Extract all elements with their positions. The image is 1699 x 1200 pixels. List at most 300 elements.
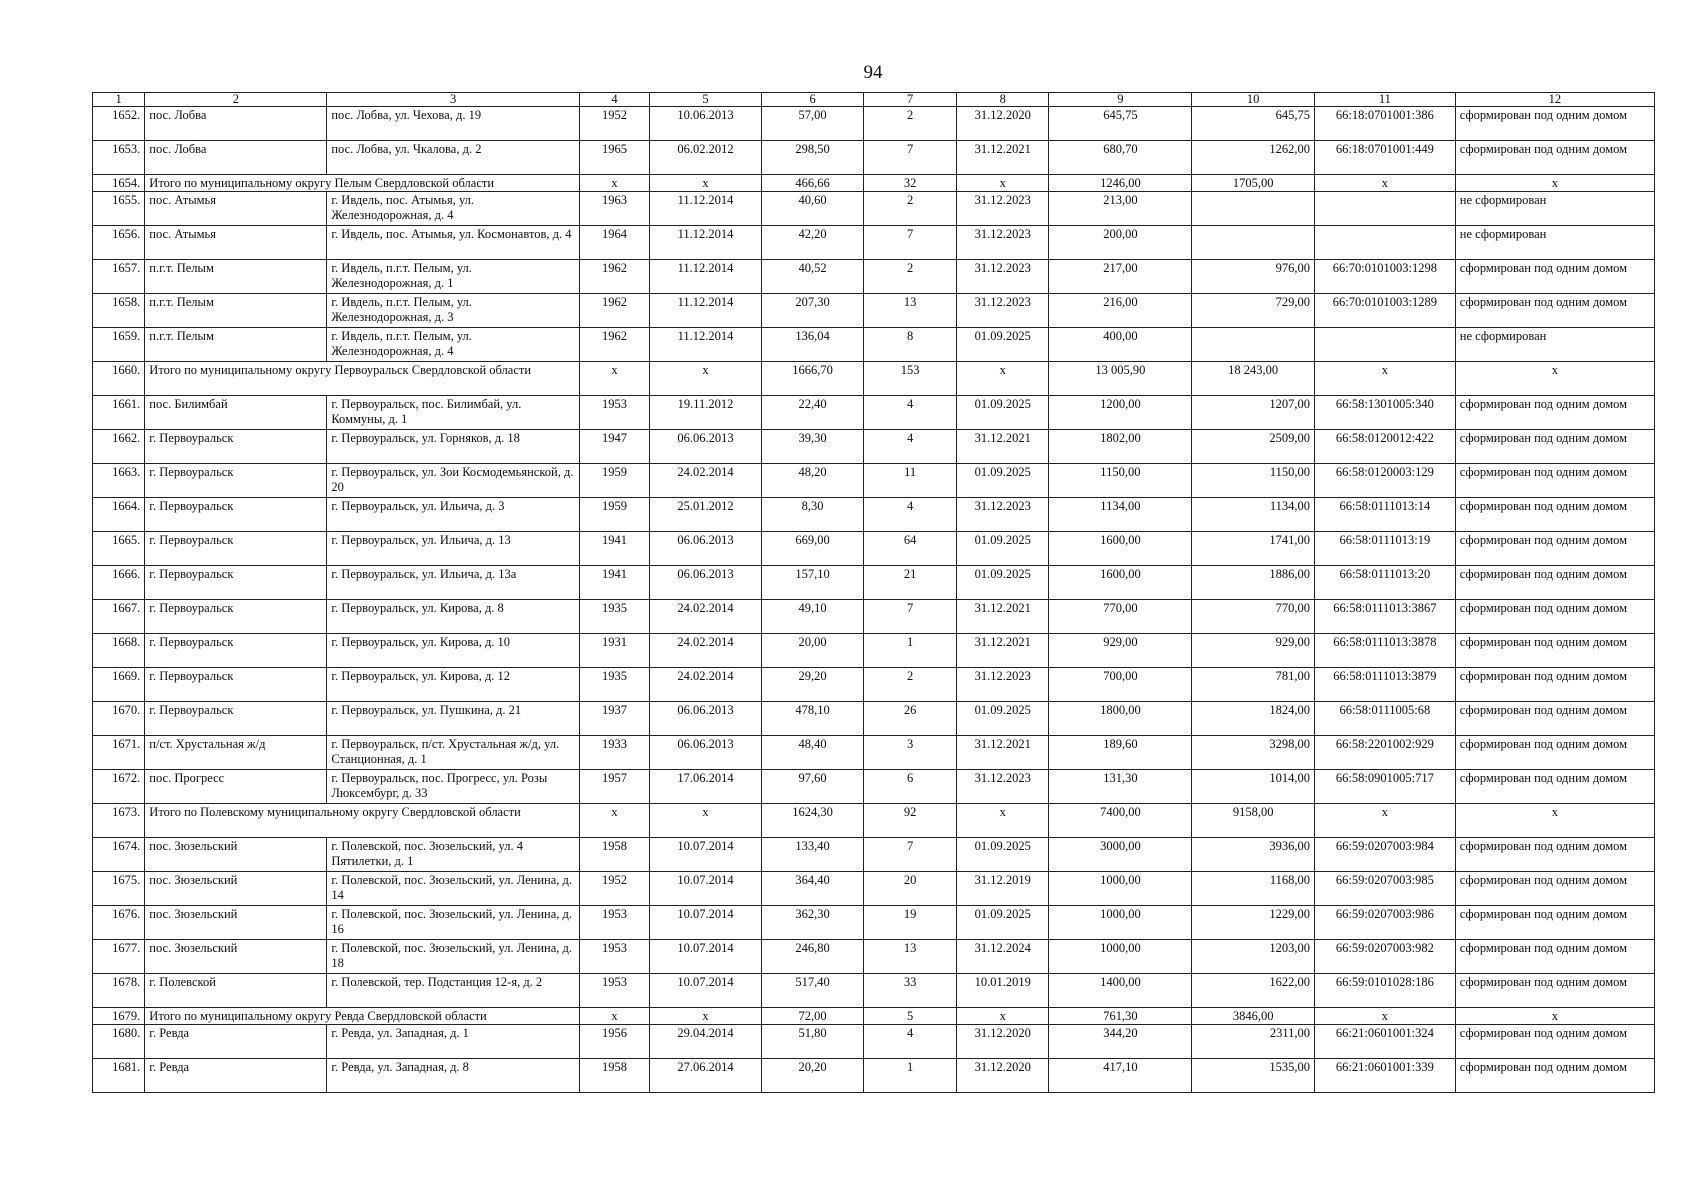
row-number: 1652.	[93, 107, 145, 141]
date-cell: 17.06.2014	[650, 770, 762, 804]
count-cell: 1	[864, 1059, 957, 1093]
date-cell: 11.12.2014	[650, 328, 762, 362]
table-row	[93, 328, 1655, 362]
value-9-cell: 1000,00	[1049, 940, 1192, 974]
table-row	[93, 940, 1655, 974]
cadastral-cell: 66:59:0207003:982	[1314, 940, 1455, 974]
value-10-cell: 1886,00	[1192, 566, 1315, 600]
year-cell: 1958	[579, 838, 649, 872]
area-cell: 40,52	[761, 260, 864, 294]
status-cell: сформирован под одним домом	[1455, 736, 1654, 770]
status-cell: x	[1455, 1008, 1654, 1025]
value-10-cell	[1192, 226, 1315, 260]
value-10-cell	[1192, 192, 1315, 226]
date-cell: 10.06.2013	[650, 107, 762, 141]
column-number-row	[93, 93, 1655, 107]
date-cell: 29.04.2014	[650, 1025, 762, 1059]
date-cell: 06.02.2012	[650, 141, 762, 175]
address-cell: г. Первоуральск, ул. Кирова, д. 12	[327, 668, 579, 702]
year-cell: x	[579, 1008, 649, 1025]
total-label: Итого по муниципальному округу Пелым Свердловской области	[145, 175, 580, 192]
cadastral-cell: 66:58:0120012:422	[1314, 430, 1455, 464]
settlement-cell: пос. Зюзельский	[145, 906, 327, 940]
address-cell: г. Полевской, пос. Зюзельский, ул. Ленина, д. 18	[327, 940, 579, 974]
status-cell: сформирован под одним домом	[1455, 838, 1654, 872]
count-cell: 6	[864, 770, 957, 804]
row-number: 1677.	[93, 940, 145, 974]
status-cell: сформирован под одним домом	[1455, 600, 1654, 634]
year-cell: 1953	[579, 906, 649, 940]
settlement-cell: п/ст. Хрустальная ж/д	[145, 736, 327, 770]
table-row	[93, 192, 1655, 226]
cadastral-cell	[1314, 226, 1455, 260]
column-number: 6	[761, 93, 864, 107]
area-cell: 49,10	[761, 600, 864, 634]
row-number: 1655.	[93, 192, 145, 226]
deadline-cell: x	[956, 175, 1049, 192]
status-cell: сформирован под одним домом	[1455, 464, 1654, 498]
year-cell: 1962	[579, 328, 649, 362]
value-9-cell: 645,75	[1049, 107, 1192, 141]
year-cell: 1956	[579, 1025, 649, 1059]
year-cell: 1965	[579, 141, 649, 175]
year-cell: 1964	[579, 226, 649, 260]
address-cell: пос. Лобва, ул. Чкалова, д. 2	[327, 141, 579, 175]
settlement-cell: г. Ревда	[145, 1059, 327, 1093]
status-cell: сформирован под одним домом	[1455, 260, 1654, 294]
status-cell: сформирован под одним домом	[1455, 974, 1654, 1008]
area-cell: 362,30	[761, 906, 864, 940]
table-row	[93, 838, 1655, 872]
area-cell: 364,40	[761, 872, 864, 906]
date-cell: x	[650, 362, 762, 396]
year-cell: 1962	[579, 294, 649, 328]
address-cell: г. Первоуральск, ул. Зои Космодемьянской, д. 20	[327, 464, 579, 498]
area-cell: 42,20	[761, 226, 864, 260]
cadastral-cell: 66:58:0111013:3867	[1314, 600, 1455, 634]
date-cell: 06.06.2013	[650, 702, 762, 736]
cadastral-cell: 66:58:1301005:340	[1314, 396, 1455, 430]
total-row	[93, 804, 1655, 838]
count-cell: 153	[864, 362, 957, 396]
value-9-cell: 7400,00	[1049, 804, 1192, 838]
area-cell: 72,00	[761, 1008, 864, 1025]
status-cell: сформирован под одним домом	[1455, 1025, 1654, 1059]
year-cell: 1931	[579, 634, 649, 668]
count-cell: 2	[864, 192, 957, 226]
cadastral-cell: 66:59:0207003:984	[1314, 838, 1455, 872]
value-10-cell: 929,00	[1192, 634, 1315, 668]
status-cell: сформирован под одним домом	[1455, 668, 1654, 702]
year-cell: 1963	[579, 192, 649, 226]
column-number: 11	[1314, 93, 1455, 107]
status-cell: не сформирован	[1455, 192, 1654, 226]
year-cell: 1953	[579, 940, 649, 974]
column-number: 3	[327, 93, 579, 107]
row-number: 1679.	[93, 1008, 145, 1025]
value-9-cell: 1134,00	[1049, 498, 1192, 532]
deadline-cell: 31.12.2020	[956, 1059, 1049, 1093]
deadline-cell: 01.09.2025	[956, 532, 1049, 566]
area-cell: 517,40	[761, 974, 864, 1008]
settlement-cell: пос. Лобва	[145, 141, 327, 175]
count-cell: 19	[864, 906, 957, 940]
count-cell: 5	[864, 1008, 957, 1025]
status-cell: сформирован под одним домом	[1455, 532, 1654, 566]
value-9-cell: 216,00	[1049, 294, 1192, 328]
year-cell: 1941	[579, 566, 649, 600]
settlement-cell: пос. Зюзельский	[145, 872, 327, 906]
settlement-cell: г. Первоуральск	[145, 566, 327, 600]
table-row	[93, 1059, 1655, 1093]
date-cell: 19.11.2012	[650, 396, 762, 430]
status-cell: сформирован под одним домом	[1455, 498, 1654, 532]
table-row	[93, 294, 1655, 328]
status-cell: сформирован под одним домом	[1455, 294, 1654, 328]
column-number: 12	[1455, 93, 1654, 107]
date-cell: 10.07.2014	[650, 974, 762, 1008]
deadline-cell: 31.12.2020	[956, 1025, 1049, 1059]
area-cell: 157,10	[761, 566, 864, 600]
settlement-cell: г. Первоуральск	[145, 464, 327, 498]
status-cell: не сформирован	[1455, 226, 1654, 260]
count-cell: 2	[864, 668, 957, 702]
date-cell: 25.01.2012	[650, 498, 762, 532]
value-9-cell: 1800,00	[1049, 702, 1192, 736]
table-row	[93, 498, 1655, 532]
settlement-cell: г. Первоуральск	[145, 668, 327, 702]
count-cell: 8	[864, 328, 957, 362]
date-cell: 24.02.2014	[650, 634, 762, 668]
cadastral-cell: 66:59:0101028:186	[1314, 974, 1455, 1008]
settlement-cell: п.г.т. Пелым	[145, 328, 327, 362]
cadastral-cell	[1314, 192, 1455, 226]
value-10-cell: 1150,00	[1192, 464, 1315, 498]
housing-register-table	[92, 92, 1655, 1093]
row-number: 1673.	[93, 804, 145, 838]
value-10-cell: 3846,00	[1192, 1008, 1315, 1025]
table-row	[93, 226, 1655, 260]
date-cell: 11.12.2014	[650, 260, 762, 294]
year-cell: 1962	[579, 260, 649, 294]
area-cell: 29,20	[761, 668, 864, 702]
date-cell: 27.06.2014	[650, 1059, 762, 1093]
settlement-cell: п.г.т. Пелым	[145, 294, 327, 328]
deadline-cell: 01.09.2025	[956, 396, 1049, 430]
cadastral-cell: 66:58:2201002:929	[1314, 736, 1455, 770]
settlement-cell: г. Первоуральск	[145, 600, 327, 634]
row-number: 1675.	[93, 872, 145, 906]
cadastral-cell: 66:70:0101003:1289	[1314, 294, 1455, 328]
count-cell: 2	[864, 260, 957, 294]
table-row	[93, 566, 1655, 600]
year-cell: 1957	[579, 770, 649, 804]
address-cell: г. Ивдель, п.г.т. Пелым, ул. Железнодорожная, д. 3	[327, 294, 579, 328]
cadastral-cell: x	[1314, 362, 1455, 396]
deadline-cell: 01.09.2025	[956, 464, 1049, 498]
value-9-cell: 1200,00	[1049, 396, 1192, 430]
value-10-cell: 1168,00	[1192, 872, 1315, 906]
table-row	[93, 872, 1655, 906]
row-number: 1665.	[93, 532, 145, 566]
settlement-cell: пос. Атымья	[145, 192, 327, 226]
date-cell: 06.06.2013	[650, 566, 762, 600]
status-cell: сформирован под одним домом	[1455, 396, 1654, 430]
row-number: 1657.	[93, 260, 145, 294]
deadline-cell: 31.12.2021	[956, 430, 1049, 464]
address-cell: г. Первоуральск, п/ст. Хрустальная ж/д, ул. Станционная, д. 1	[327, 736, 579, 770]
deadline-cell: x	[956, 804, 1049, 838]
value-9-cell: 761,30	[1049, 1008, 1192, 1025]
year-cell: 1959	[579, 464, 649, 498]
area-cell: 22,40	[761, 396, 864, 430]
deadline-cell: 01.09.2025	[956, 566, 1049, 600]
cadastral-cell: 66:58:0111013:20	[1314, 566, 1455, 600]
deadline-cell: 01.09.2025	[956, 906, 1049, 940]
table-row	[93, 396, 1655, 430]
count-cell: 13	[864, 940, 957, 974]
row-number: 1668.	[93, 634, 145, 668]
column-number: 9	[1049, 93, 1192, 107]
date-cell: 11.12.2014	[650, 226, 762, 260]
deadline-cell: 10.01.2019	[956, 974, 1049, 1008]
value-9-cell: 770,00	[1049, 600, 1192, 634]
value-10-cell: 2311,00	[1192, 1025, 1315, 1059]
count-cell: 20	[864, 872, 957, 906]
total-label: Итого по Полевскому муниципальному округу Свердловской области	[145, 804, 580, 838]
year-cell: 1947	[579, 430, 649, 464]
value-9-cell: 929,00	[1049, 634, 1192, 668]
value-10-cell: 1824,00	[1192, 702, 1315, 736]
value-9-cell: 1802,00	[1049, 430, 1192, 464]
area-cell: 8,30	[761, 498, 864, 532]
row-number: 1659.	[93, 328, 145, 362]
count-cell: 7	[864, 838, 957, 872]
address-cell: г. Ивдель, пос. Атымья, ул. Космонавтов, д. 4	[327, 226, 579, 260]
column-number: 1	[93, 93, 145, 107]
address-cell: г. Первоуральск, пос. Прогресс, ул. Розы Люксембург, д. 33	[327, 770, 579, 804]
year-cell: 1935	[579, 600, 649, 634]
address-cell: г. Полевской, тер. Подстанция 12-я, д. 2	[327, 974, 579, 1008]
row-number: 1681.	[93, 1059, 145, 1093]
status-cell: сформирован под одним домом	[1455, 141, 1654, 175]
row-number: 1678.	[93, 974, 145, 1008]
status-cell: x	[1455, 804, 1654, 838]
deadline-cell: 01.09.2025	[956, 702, 1049, 736]
status-cell: сформирован под одним домом	[1455, 940, 1654, 974]
address-cell: пос. Лобва, ул. Чехова, д. 19	[327, 107, 579, 141]
row-number: 1676.	[93, 906, 145, 940]
column-number: 4	[579, 93, 649, 107]
cadastral-cell: 66:21:0601001:324	[1314, 1025, 1455, 1059]
row-number: 1664.	[93, 498, 145, 532]
settlement-cell: г. Полевской	[145, 974, 327, 1008]
settlement-cell: пос. Зюзельский	[145, 940, 327, 974]
year-cell: x	[579, 175, 649, 192]
settlement-cell: пос. Прогресс	[145, 770, 327, 804]
area-cell: 207,30	[761, 294, 864, 328]
cadastral-cell: x	[1314, 804, 1455, 838]
area-cell: 478,10	[761, 702, 864, 736]
settlement-cell: пос. Атымья	[145, 226, 327, 260]
value-10-cell: 1229,00	[1192, 906, 1315, 940]
count-cell: 21	[864, 566, 957, 600]
year-cell: 1953	[579, 974, 649, 1008]
value-10-cell: 1705,00	[1192, 175, 1315, 192]
value-10-cell: 781,00	[1192, 668, 1315, 702]
table-row	[93, 702, 1655, 736]
area-cell: 48,40	[761, 736, 864, 770]
cadastral-cell: 66:59:0207003:985	[1314, 872, 1455, 906]
address-cell: г. Полевской, пос. Зюзельский, ул. Ленина, д. 16	[327, 906, 579, 940]
value-10-cell: 1207,00	[1192, 396, 1315, 430]
status-cell: сформирован под одним домом	[1455, 906, 1654, 940]
value-9-cell: 213,00	[1049, 192, 1192, 226]
deadline-cell: 31.12.2023	[956, 192, 1049, 226]
date-cell: x	[650, 1008, 762, 1025]
cadastral-cell: 66:58:0901005:717	[1314, 770, 1455, 804]
address-cell: г. Ивдель, п.г.т. Пелым, ул. Железнодорожная, д. 1	[327, 260, 579, 294]
count-cell: 33	[864, 974, 957, 1008]
address-cell: г. Первоуральск, ул. Кирова, д. 8	[327, 600, 579, 634]
status-cell: сформирован под одним домом	[1455, 430, 1654, 464]
cadastral-cell: 66:58:0111005:68	[1314, 702, 1455, 736]
address-cell: г. Ивдель, пос. Атымья, ул. Железнодорожная, д. 4	[327, 192, 579, 226]
area-cell: 48,20	[761, 464, 864, 498]
column-number: 10	[1192, 93, 1315, 107]
date-cell: 24.02.2014	[650, 464, 762, 498]
table-row	[93, 600, 1655, 634]
row-number: 1672.	[93, 770, 145, 804]
row-number: 1680.	[93, 1025, 145, 1059]
row-number: 1660.	[93, 362, 145, 396]
value-10-cell: 1203,00	[1192, 940, 1315, 974]
row-number: 1670.	[93, 702, 145, 736]
area-cell: 40,60	[761, 192, 864, 226]
date-cell: 24.02.2014	[650, 600, 762, 634]
table-row	[93, 668, 1655, 702]
address-cell: г. Первоуральск, ул. Ильича, д. 13а	[327, 566, 579, 600]
row-number: 1662.	[93, 430, 145, 464]
row-number: 1674.	[93, 838, 145, 872]
deadline-cell: 31.12.2021	[956, 141, 1049, 175]
cadastral-cell: 66:58:0111013:3879	[1314, 668, 1455, 702]
value-9-cell: 417,10	[1049, 1059, 1192, 1093]
total-label: Итого по муниципальному округу Ревда Свердловской области	[145, 1008, 580, 1025]
value-9-cell: 1600,00	[1049, 566, 1192, 600]
total-row	[93, 1008, 1655, 1025]
total-label: Итого по муниципальному округу Первоуральск Свердловской области	[145, 362, 580, 396]
deadline-cell: 31.12.2023	[956, 770, 1049, 804]
count-cell: 64	[864, 532, 957, 566]
year-cell: 1952	[579, 107, 649, 141]
date-cell: 10.07.2014	[650, 940, 762, 974]
address-cell: г. Первоуральск, ул. Ильича, д. 3	[327, 498, 579, 532]
table-row	[93, 736, 1655, 770]
row-number: 1658.	[93, 294, 145, 328]
count-cell: 7	[864, 141, 957, 175]
column-number: 8	[956, 93, 1049, 107]
area-cell: 20,20	[761, 1059, 864, 1093]
year-cell: 1953	[579, 396, 649, 430]
table-row	[93, 1025, 1655, 1059]
value-10-cell: 1535,00	[1192, 1059, 1315, 1093]
settlement-cell: г. Первоуральск	[145, 430, 327, 464]
address-cell: г. Первоуральск, ул. Кирова, д. 10	[327, 634, 579, 668]
column-number: 5	[650, 93, 762, 107]
row-number: 1653.	[93, 141, 145, 175]
value-9-cell: 1000,00	[1049, 906, 1192, 940]
year-cell: 1952	[579, 872, 649, 906]
year-cell: x	[579, 362, 649, 396]
table-row	[93, 634, 1655, 668]
date-cell: 10.07.2014	[650, 906, 762, 940]
value-10-cell: 976,00	[1192, 260, 1315, 294]
table-row	[93, 141, 1655, 175]
value-10-cell: 1262,00	[1192, 141, 1315, 175]
area-cell: 298,50	[761, 141, 864, 175]
area-cell: 97,60	[761, 770, 864, 804]
value-9-cell: 680,70	[1049, 141, 1192, 175]
value-10-cell: 729,00	[1192, 294, 1315, 328]
date-cell: 24.02.2014	[650, 668, 762, 702]
count-cell: 4	[864, 396, 957, 430]
address-cell: г. Полевской, пос. Зюзельский, ул. Ленина, д. 14	[327, 872, 579, 906]
area-cell: 51,80	[761, 1025, 864, 1059]
value-10-cell: 1741,00	[1192, 532, 1315, 566]
value-9-cell: 3000,00	[1049, 838, 1192, 872]
date-cell: 10.07.2014	[650, 838, 762, 872]
value-10-cell: 2509,00	[1192, 430, 1315, 464]
value-9-cell: 1400,00	[1049, 974, 1192, 1008]
year-cell: 1958	[579, 1059, 649, 1093]
settlement-cell: г. Ревда	[145, 1025, 327, 1059]
address-cell: г. Первоуральск, ул. Пушкина, д. 21	[327, 702, 579, 736]
settlement-cell: г. Первоуральск	[145, 498, 327, 532]
status-cell: сформирован под одним домом	[1455, 872, 1654, 906]
date-cell: 11.12.2014	[650, 294, 762, 328]
deadline-cell: 31.12.2019	[956, 872, 1049, 906]
value-10-cell: 1014,00	[1192, 770, 1315, 804]
date-cell: x	[650, 175, 762, 192]
deadline-cell: 31.12.2023	[956, 498, 1049, 532]
value-9-cell: 700,00	[1049, 668, 1192, 702]
date-cell: 06.06.2013	[650, 430, 762, 464]
row-number: 1661.	[93, 396, 145, 430]
deadline-cell: 31.12.2021	[956, 634, 1049, 668]
table-row	[93, 974, 1655, 1008]
area-cell: 1624,30	[761, 804, 864, 838]
table-row	[93, 770, 1655, 804]
row-number: 1656.	[93, 226, 145, 260]
cadastral-cell: x	[1314, 1008, 1455, 1025]
area-cell: 57,00	[761, 107, 864, 141]
cadastral-cell: 66:21:0601001:339	[1314, 1059, 1455, 1093]
count-cell: 2	[864, 107, 957, 141]
address-cell: г. Ивдель, п.г.т. Пелым, ул. Железнодорожная, д. 4	[327, 328, 579, 362]
date-cell: x	[650, 804, 762, 838]
area-cell: 1666,70	[761, 362, 864, 396]
cadastral-cell: 66:58:0111013:14	[1314, 498, 1455, 532]
area-cell: 136,04	[761, 328, 864, 362]
cadastral-cell: 66:18:0701001:449	[1314, 141, 1455, 175]
count-cell: 13	[864, 294, 957, 328]
date-cell: 10.07.2014	[650, 872, 762, 906]
row-number: 1667.	[93, 600, 145, 634]
deadline-cell: 31.12.2020	[956, 107, 1049, 141]
status-cell: сформирован под одним домом	[1455, 107, 1654, 141]
cadastral-cell: 66:18:0701001:386	[1314, 107, 1455, 141]
